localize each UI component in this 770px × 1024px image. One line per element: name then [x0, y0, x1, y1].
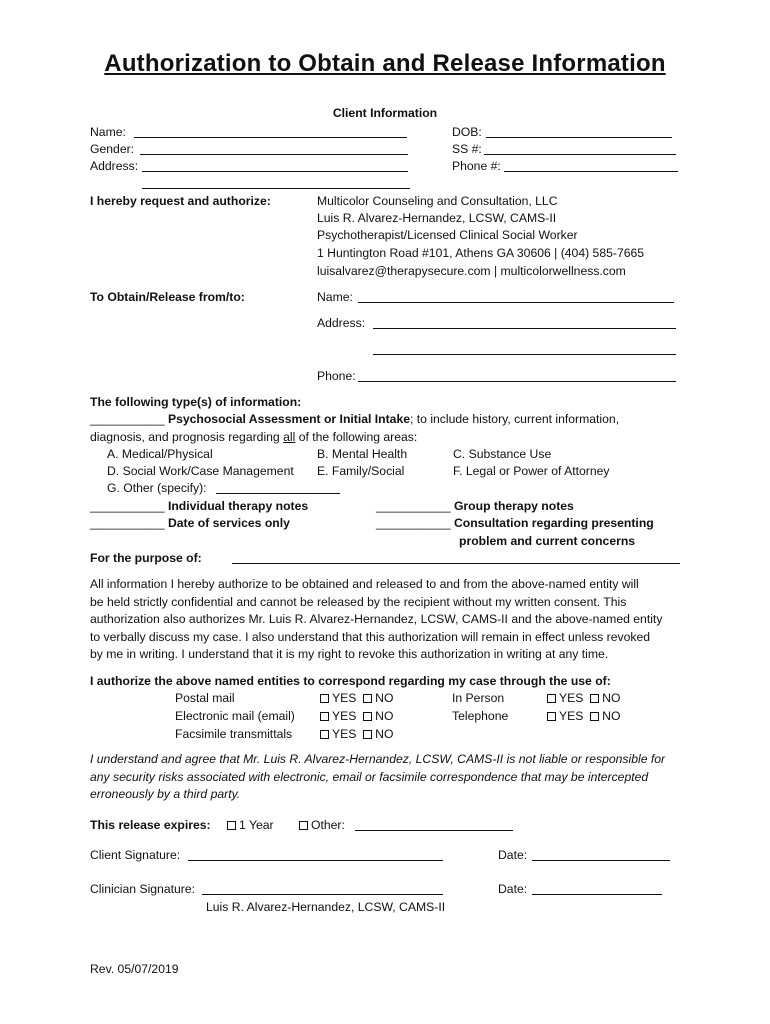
in-person-no-checkbox[interactable]	[590, 694, 599, 703]
gender-label: Gender:	[90, 142, 135, 156]
client-signature-field[interactable]	[188, 860, 443, 861]
liability-line: I understand and agree that Mr. Luis R. Alvarez-Hernandez, LCSW, CAMS-II is not liable or responsible for	[90, 752, 666, 766]
dob-label: DOB:	[452, 125, 482, 139]
client-phone-field[interactable]	[504, 171, 678, 172]
in-person-options	[547, 691, 620, 706]
no-label: NO	[602, 691, 621, 705]
confidentiality-line: authorization also authorizes Mr. Luis R. Alvarez-Hernandez, LCSW, CAMS-II and the above-named entity	[90, 612, 663, 626]
fax-options	[320, 727, 393, 742]
yes-label: YES	[332, 709, 357, 723]
clinician-date-field[interactable]	[532, 894, 662, 895]
client-gender-field[interactable]	[140, 154, 408, 155]
other-label: Other:	[311, 818, 345, 832]
no-label: NO	[602, 709, 621, 723]
email-yes-checkbox[interactable]	[320, 712, 329, 721]
individual-notes-label: Individual therapy notes	[167, 499, 309, 513]
diagnosis-all: all	[283, 430, 296, 444]
clinician-signature-label: Clinician Signature:	[90, 882, 196, 896]
expires-one-year-option	[227, 818, 274, 833]
recipient-address-field-2[interactable]	[373, 354, 676, 355]
no-label: NO	[375, 691, 394, 705]
client-address-field-2[interactable]	[142, 188, 410, 189]
authorize-label: I hereby request and authorize:	[90, 194, 271, 208]
provider-line: luisalvarez@therapysecure.com | multicolorwellness.com	[317, 264, 626, 278]
client-info-heading: Client Information	[332, 106, 438, 120]
client-signature-label: Client Signature:	[90, 848, 181, 862]
provider-line: Multicolor Counseling and Consultation, LLC	[317, 194, 558, 208]
clinician-date-label: Date:	[498, 882, 528, 896]
fax-yes-checkbox[interactable]	[320, 730, 329, 739]
provider-line: 1 Huntington Road #101, Athens GA 30606 | (404) 585-7665	[317, 246, 645, 260]
email-options	[320, 709, 393, 724]
client-name-field[interactable]	[134, 137, 407, 138]
correspondence-heading: I authorize the above named entities to correspond regarding my case through the use of:	[90, 674, 611, 688]
consultation-label: Consultation regarding presenting	[453, 516, 654, 530]
recipient-address-field[interactable]	[373, 328, 676, 329]
client-dob-field[interactable]	[486, 137, 672, 138]
dates-option[interactable]	[90, 516, 290, 531]
liability-line: erroneously by a third party.	[90, 787, 241, 801]
consultation-label-2: problem and current concerns	[459, 534, 636, 548]
dates-label: Date of services only	[167, 516, 290, 530]
liability-paragraph	[90, 751, 665, 804]
psychosocial-label: Psychosocial Assessment or Initial Intake	[167, 412, 410, 426]
psychosocial-rest: ; to include history, current information,	[410, 412, 620, 426]
provider-line: Luis R. Alvarez-Hernandez, LCSW, CAMS-II	[317, 211, 557, 225]
dates-blank[interactable]: ___________	[90, 516, 165, 530]
expires-label: This release expires:	[90, 818, 211, 832]
liability-line: any security risks associated with electronic, email or facsimile correspondence that may be intercepted	[90, 769, 649, 784]
recipient-name-label: Name:	[317, 290, 353, 304]
client-ss-field[interactable]	[484, 154, 676, 155]
one-year-checkbox[interactable]	[227, 821, 236, 830]
provider-line: Psychotherapist/Licensed Clinical Social Worker	[317, 228, 578, 242]
one-year-label: 1 Year	[239, 818, 274, 832]
expires-other-option	[299, 818, 345, 833]
release-from-label: To Obtain/Release from/to:	[90, 290, 245, 304]
postal-yes-checkbox[interactable]	[320, 694, 329, 703]
address-label: Address:	[90, 159, 139, 173]
recipient-phone-label: Phone:	[317, 369, 356, 383]
diagnosis-line	[90, 430, 417, 445]
confidentiality-line: to verbally discuss my case. I also understand that this authorization will remain in effect unless revoked	[90, 629, 650, 644]
confidentiality-paragraph	[90, 576, 662, 664]
area-medical: A. Medical/Physical	[107, 447, 213, 461]
fax-label: Facsimile transmittals	[175, 727, 293, 741]
client-date-label: Date:	[498, 848, 528, 862]
email-label: Electronic mail (email)	[175, 709, 295, 723]
psychosocial-blank[interactable]: ___________	[90, 412, 165, 426]
yes-label: YES	[559, 709, 584, 723]
ss-label: SS #:	[452, 142, 482, 156]
consultation-blank[interactable]: ___________	[376, 516, 451, 530]
confidentiality-line: by me in writing. I understand that it is my right to revoke this authorization in writing at any time.	[90, 647, 609, 661]
telephone-yes-checkbox[interactable]	[547, 712, 556, 721]
postal-mail-label: Postal mail	[175, 691, 235, 705]
diagnosis-post: of the following areas:	[295, 430, 418, 444]
group-notes-label: Group therapy notes	[453, 499, 574, 513]
no-label: NO	[375, 709, 394, 723]
recipient-address-label: Address:	[317, 316, 366, 330]
other-checkbox[interactable]	[299, 821, 308, 830]
group-notes-option[interactable]	[376, 499, 574, 514]
area-legal: F. Legal or Power of Attorney	[453, 464, 610, 478]
area-substance-use: C. Substance Use	[453, 447, 552, 461]
yes-label: YES	[332, 727, 357, 741]
form-title: Authorization to Obtain and Release Information	[104, 50, 666, 77]
individual-notes-option[interactable]	[90, 499, 308, 514]
recipient-phone-field[interactable]	[358, 381, 676, 382]
no-label: NO	[375, 727, 394, 741]
area-mental-health: B. Mental Health	[317, 447, 408, 461]
group-blank[interactable]: ___________	[376, 499, 451, 513]
area-family: E. Family/Social	[317, 464, 405, 478]
yes-label: YES	[559, 691, 584, 705]
info-types-heading: The following type(s) of information:	[90, 395, 302, 409]
phone-label: Phone #:	[452, 159, 501, 173]
area-other: G. Other (specify):	[107, 481, 207, 495]
in-person-label: In Person	[452, 691, 505, 705]
email-no-checkbox[interactable]	[363, 712, 372, 721]
psychosocial-option[interactable]	[90, 412, 619, 427]
individual-blank[interactable]: ___________	[90, 499, 165, 513]
client-address-field[interactable]	[142, 171, 408, 172]
yes-label: YES	[332, 691, 357, 705]
fax-no-checkbox[interactable]	[363, 730, 372, 739]
purpose-field[interactable]	[232, 563, 680, 564]
clinician-signature-field[interactable]	[202, 894, 443, 895]
postal-mail-options	[320, 691, 393, 706]
area-other-field[interactable]	[216, 493, 340, 494]
telephone-options	[547, 709, 620, 724]
clinician-name: Luis R. Alvarez-Hernandez, LCSW, CAMS-II	[206, 900, 446, 914]
telephone-no-checkbox[interactable]	[590, 712, 599, 721]
consultation-option[interactable]	[376, 516, 654, 531]
recipient-name-field[interactable]	[358, 302, 674, 303]
revision-date: Rev. 05/07/2019	[90, 962, 179, 976]
area-social-work: D. Social Work/Case Management	[107, 464, 294, 478]
in-person-yes-checkbox[interactable]	[547, 694, 556, 703]
expires-other-field[interactable]	[355, 830, 513, 831]
confidentiality-line: be held strictly confidential and cannot be released by the recipient without my written consent. This	[90, 594, 627, 609]
name-label: Name:	[90, 125, 126, 139]
diagnosis-pre: diagnosis, and prognosis regarding	[90, 430, 284, 444]
postal-no-checkbox[interactable]	[363, 694, 372, 703]
confidentiality-line: All information I hereby authorize to be obtained and released to and from the above-named entity will	[90, 577, 639, 591]
purpose-label: For the purpose of:	[90, 551, 202, 565]
client-date-field[interactable]	[532, 860, 670, 861]
telephone-label: Telephone	[452, 709, 509, 723]
